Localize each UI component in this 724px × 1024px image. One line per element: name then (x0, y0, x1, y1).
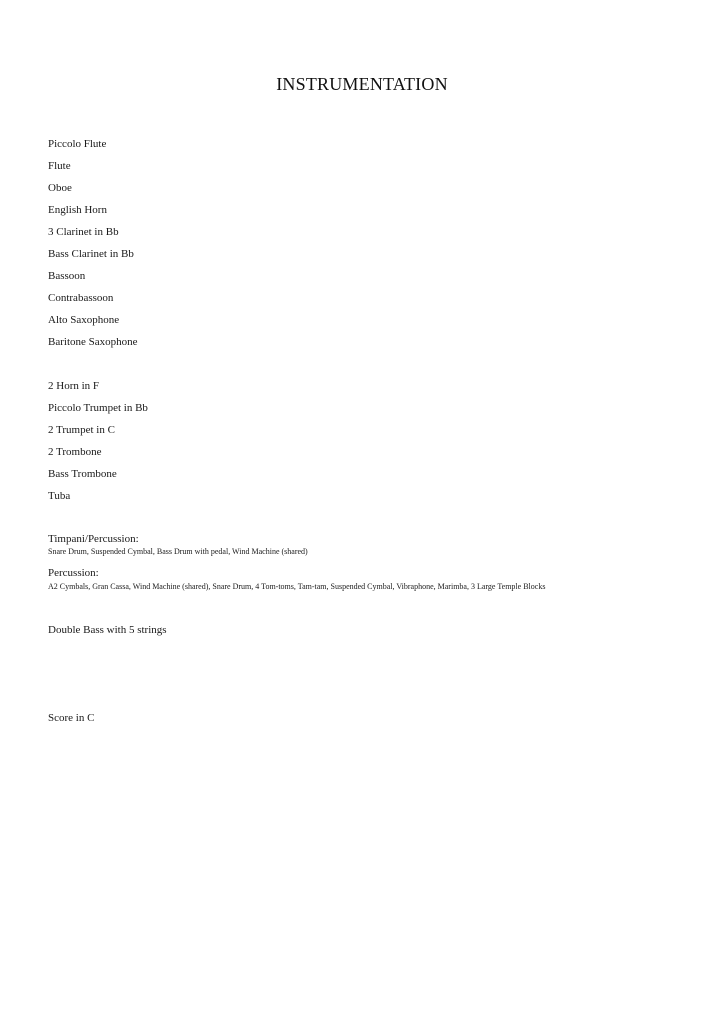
brass-item: Tuba (48, 490, 71, 502)
brass-item: Piccolo Trumpet in Bb (48, 402, 148, 414)
score-note: Score in C (48, 712, 95, 724)
woodwind-item: Oboe (48, 182, 72, 194)
woodwind-item: Alto Saxophone (48, 314, 120, 326)
woodwind-item: 3 Clarinet in Bb (48, 226, 119, 238)
woodwind-item: English Horn (48, 204, 107, 216)
woodwind-item: Bass Clarinet in Bb (48, 248, 134, 260)
brass-item: 2 Horn in F (48, 380, 100, 392)
timpani-detail: Snare Drum, Suspended Cymbal, Bass Drum with pedal, Wind Machine (shared) (48, 547, 308, 556)
woodwind-item: Piccolo Flute (48, 138, 107, 150)
woodwind-item: Contrabassoon (48, 292, 114, 304)
woodwind-item: Baritone Saxophone (48, 336, 138, 348)
double-bass-item: Double Bass with 5 strings (48, 624, 167, 636)
brass-item: Bass Trombone (48, 468, 117, 480)
percussion-detail: A2 Cymbals, Gran Cassa, Wind Machine (shared), Snare Drum, 4 Tom-toms, Tam-tam, Suspended Cymbal, Vibraphone, Marimba, 3 Large Temple Blocks (48, 582, 546, 591)
page-title: INSTRUMENTATION (276, 74, 448, 94)
brass-item: 2 Trombone (48, 446, 102, 458)
woodwind-item: Flute (48, 160, 71, 172)
brass-item: 2 Trumpet in C (48, 424, 115, 436)
percussion-heading: Percussion: (48, 567, 99, 579)
timpani-heading: Timpani/Percussion: (48, 533, 139, 545)
woodwind-item: Bassoon (48, 270, 86, 282)
